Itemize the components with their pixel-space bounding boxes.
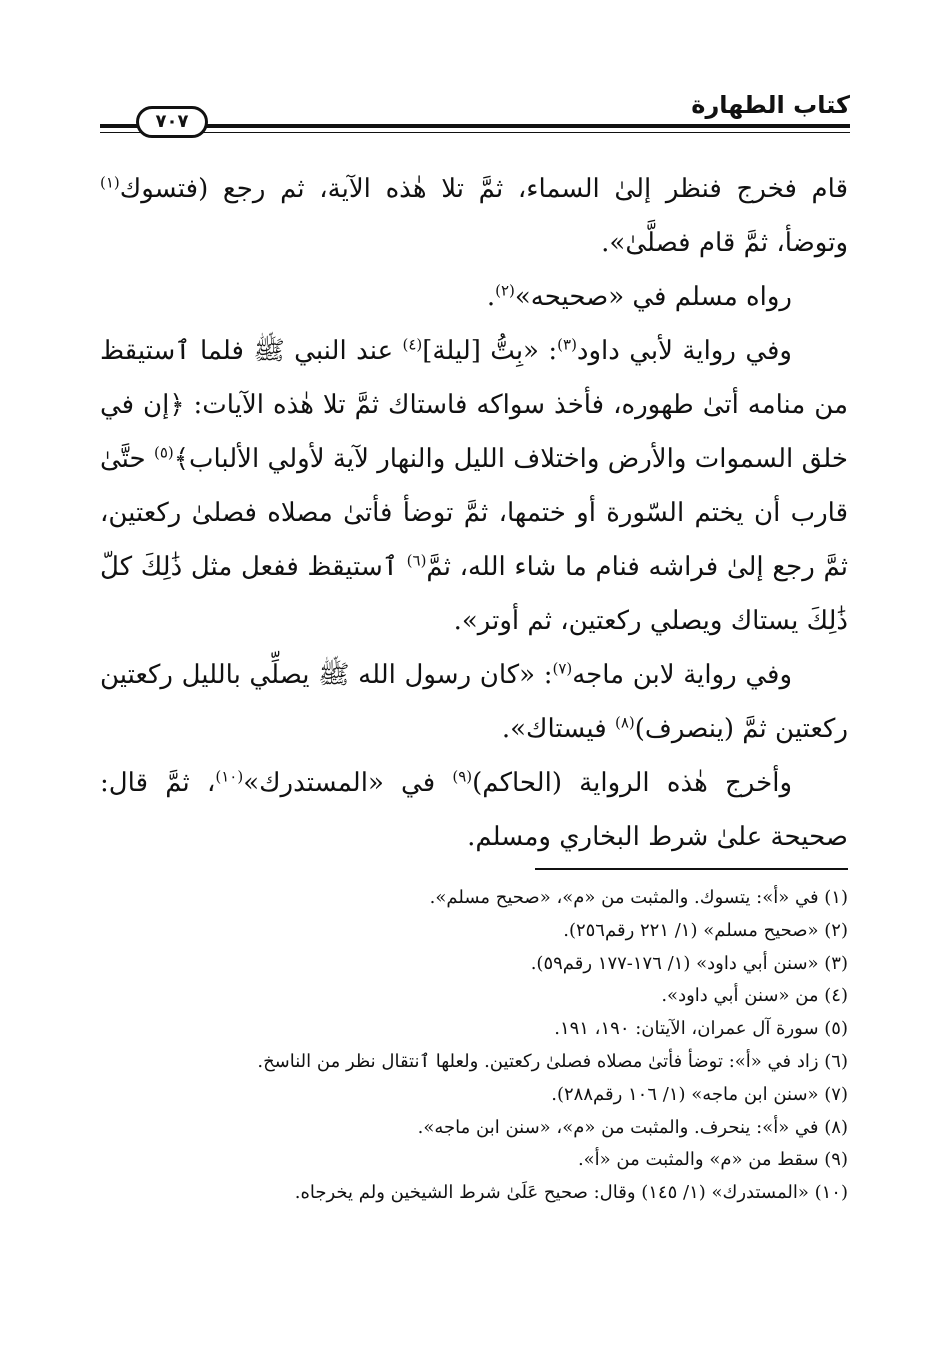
text-run: وفي رواية لأبي داود — [576, 336, 792, 366]
footnote: (٥) سورة آل عمران، الآيتان: ١٩٠، ١٩١. — [554, 1018, 848, 1040]
footnote: (٤) من «سنن أبي داود». — [661, 985, 848, 1007]
text-run: ، ثمَّ قال: صحيحة علىٰ شرط البخاري ومسلم. — [100, 768, 848, 852]
footnote: (١٠) «المستدرك» (١/ ١٤٥) وقال: صحيح عَلَىٰ شرط الشيخين ولم يخرجاه. — [294, 1182, 848, 1204]
footnote-ref: (١٠) — [215, 767, 244, 786]
footnote-ref: (٣) — [557, 335, 577, 354]
header-rule-thin — [100, 132, 850, 133]
page-header — [100, 82, 850, 142]
footnote: (٣) «سنن أبي داود» (١/ ١٧٦-١٧٧ رقم٥٩). — [530, 952, 848, 974]
text-run: عند النبي ﷺ فلما ٱستيقظ من منامه أتىٰ طهوره، فأخذ سواكه فاستاك ثمَّ تلا هٰذه الآيات: ﴿إن في خلق السموات والأرض واختلاف الليل والنهار لآية لأولي الألباب﴾ — [100, 336, 848, 474]
text-run: : «بِتُّ [ليلة] — [422, 336, 558, 366]
text-run: . — [486, 282, 496, 312]
footnote: (٨) في «أ»: ينحرف. والمثبت من «م»، «سنن ابن ماجه». — [417, 1116, 848, 1138]
footnote: (٧) «سنن ابن ماجه» (١/ ١٠٦ رقم٢٨٨). — [551, 1083, 848, 1105]
footnote-ref: (١) — [100, 173, 120, 192]
text-run: قام فخرج فنظر إلىٰ السماء، ثمَّ تلا هٰذه الآية، ثم رجع (فتسوك — [119, 174, 848, 204]
page-number-badge: ٧٠٧ — [136, 106, 208, 138]
header-rule-thick — [100, 124, 850, 128]
footnote-ref: (٧) — [552, 659, 573, 678]
text-run: رواه مسلم في «صحيحه» — [514, 282, 792, 312]
footnote-ref: (٥) — [153, 443, 174, 462]
footnote-ref: (٢) — [495, 281, 515, 300]
text-run: فيستاك». — [501, 714, 615, 744]
paragraph — [100, 648, 848, 756]
footnote-ref: (٨) — [614, 713, 635, 732]
text-run: في «المستدرك» — [243, 768, 453, 798]
paragraph — [100, 324, 848, 648]
book-title: كتاب الطهارة — [691, 91, 850, 119]
footnote: (١) في «أ»: يتسوك. والمثبت من «م»، «صحيح مسلم». — [429, 887, 848, 908]
footnote-ref: (٩) — [452, 767, 473, 786]
footnote-ref: (٤) — [402, 335, 423, 354]
footnote-separator — [535, 868, 848, 870]
paragraph — [100, 270, 848, 324]
text-run: وأخرج هٰذه الرواية (الحاكم) — [472, 768, 792, 798]
text-run: : «كان رسول الله ﷺ يصلِّي بالليل ركعتين ركعتين ثمَّ (ينصرف) — [100, 660, 848, 744]
footnote-ref: (٦) — [406, 551, 427, 570]
footnote: (٢) «صحيح مسلم» (١/ ٢٢١ رقم٢٥٦). — [563, 919, 848, 941]
main-text — [100, 162, 848, 864]
paragraph — [100, 162, 848, 270]
text-run: ٱستيقظ ففعل مثل ذَٰلِكَ كلّ ذَٰلِكَ يستاك ويصلي ركعتين، ثم أوتر». — [100, 552, 848, 636]
text-run: وتوضأ، ثمَّ قام فصلَّىٰ». — [601, 228, 848, 258]
paragraph — [100, 756, 848, 864]
text-run: حتَّىٰ قارب أن يختم السّورة أو ختمها، ثمَّ توضأ فأتىٰ مصلاه فصلىٰ ركعتين، ثمَّ رجع إلىٰ فراشه فنام ما شاء الله، ثمَّ — [100, 444, 848, 582]
footnote: (٩) سقط من «م» والمثبت من «أ». — [577, 1149, 848, 1171]
footnotes — [100, 882, 848, 1210]
footnote: (٦) زاد في «أ»: توضأ فأتىٰ مصلاه فصلىٰ ركعتين. ولعلها ٱنتقال نظر من الناسخ. — [257, 1050, 848, 1072]
text-run: وفي رواية لابن ماجه — [572, 660, 792, 690]
